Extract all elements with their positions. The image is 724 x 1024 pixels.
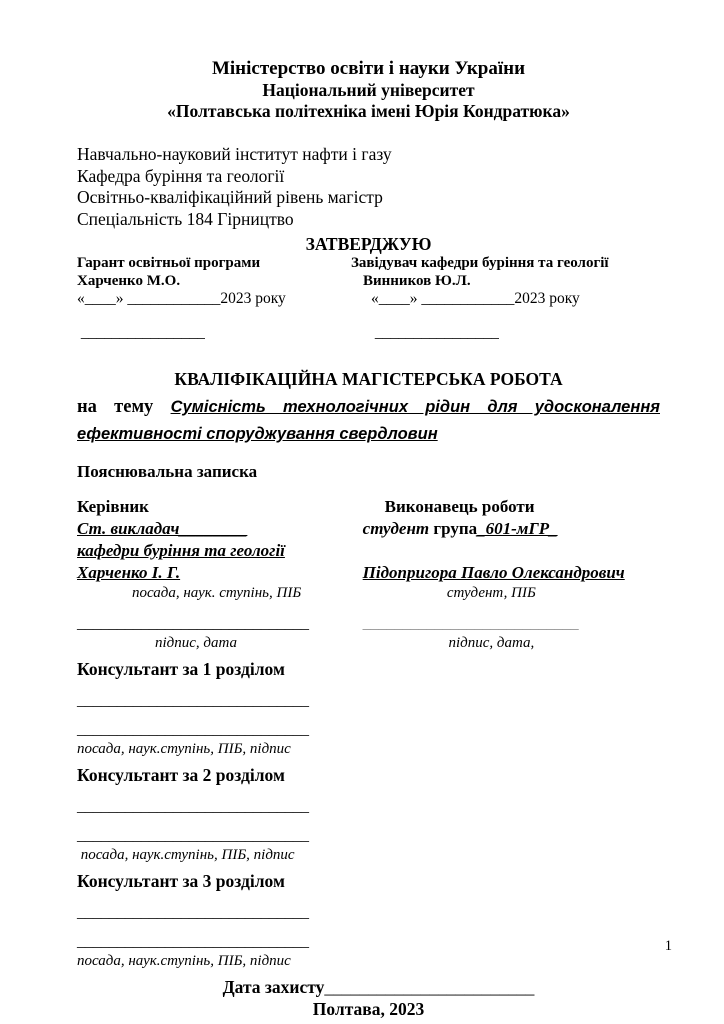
consultant-2-caption: посада, наук.ступінь, ПІБ, підпис — [77, 847, 295, 863]
consultant-1-line-1: _____________________________ — [77, 692, 309, 709]
institute-line: Навчально-науковий інститут нафти і газу — [77, 144, 392, 164]
consultant-3-block — [77, 870, 660, 970]
consultant-3-line-1: _____________________________ — [77, 904, 309, 921]
head-name: Винников Ю.Л. — [363, 273, 471, 289]
topic-label: на тему — [77, 397, 171, 417]
supervisor-heading: Керівник — [77, 497, 149, 516]
approval-right-column — [351, 254, 660, 342]
approval-left-column — [77, 254, 351, 342]
consultant-3-line-2: _____________________________ — [77, 933, 309, 950]
guarantor-name: Харченко М.О. — [77, 273, 181, 289]
university-name: «Полтавська політехніка імені Юрія Кондратюка» — [167, 101, 570, 121]
department-line: Кафедра буріння та геології — [77, 165, 285, 186]
consultant-2-line-2: _____________________________ — [77, 827, 309, 844]
executor-column — [363, 496, 660, 652]
executor-group-line — [363, 518, 660, 540]
executor-name: Підопригора Павло Олександрович — [362, 563, 625, 582]
explanatory-note-label: Пояснювальна записка — [77, 462, 258, 481]
supervisor-name: Харченко І. Г. — [77, 563, 181, 582]
supervisor-signature-caption: підпис, дата — [155, 635, 238, 651]
executor-group-value: _601-мГР_ — [477, 519, 558, 538]
info-block — [77, 144, 660, 230]
consultant-2-heading: Консультант за 2 розділом — [77, 765, 285, 785]
defense-date-line — [77, 976, 660, 998]
consultant-2-block — [77, 764, 660, 864]
supervisor-position-line2: кафедри буріння та геології — [77, 541, 285, 560]
city-year-line: Полтава, 2023 — [312, 999, 425, 1019]
head-date-blank: «____» ____________2023 року — [371, 290, 580, 307]
approve-heading: ЗАТВЕРДЖУЮ — [305, 234, 432, 254]
supervisor-column — [77, 496, 363, 652]
work-type-title: КВАЛІФІКАЦІЙНА МАГІСТЕРСЬКА РОБОТА — [174, 369, 563, 389]
approval-columns — [77, 254, 660, 342]
consultant-1-heading: Консультант за 1 розділом — [77, 659, 285, 679]
executor-student-caption: студент, ПІБ — [446, 585, 536, 601]
guarantor-signature-blank: ________________ — [77, 324, 205, 341]
university-title: Національний університет — [262, 80, 475, 100]
head-role: Завідувач кафедри буріння та геології — [351, 255, 609, 271]
spacer — [363, 540, 660, 562]
executor-heading: Виконавець роботи — [384, 497, 535, 516]
people-columns — [77, 496, 660, 652]
guarantor-role: Гарант освітньої програми — [77, 255, 261, 271]
supervisor-position-caption: посада, наук. ступінь, ПІБ — [132, 585, 302, 601]
supervisor-signature-blank: _____________________________ — [77, 615, 309, 632]
executor-signature-caption: підпис, дата, — [448, 635, 535, 651]
consultant-1-block — [77, 658, 660, 758]
consultant-2-line-1: _____________________________ — [77, 798, 309, 815]
topic-text: Сумісність технологічних рідин для удосконалення ефективності споруджування свердловин — [77, 398, 660, 443]
specialty-line: Спеціальність 184 Гірництво — [77, 208, 294, 229]
defense-date-label: Дата захисту — [222, 977, 325, 997]
executor-group-label: група — [433, 519, 478, 538]
consultant-1-caption: посада, наук.ступінь, ПІБ, підпис — [77, 741, 291, 757]
topic-paragraph — [77, 394, 660, 448]
defense-date-blank: ________________________ — [324, 977, 535, 997]
guarantor-date-blank: «____» ____________2023 року — [77, 290, 286, 307]
executor-signature-blank: ___________________________ — [362, 615, 579, 632]
executor-student-label: студент — [362, 519, 434, 538]
supervisor-position-line1: Ст. викладач________ — [77, 519, 248, 538]
page-number: 1 — [664, 938, 672, 954]
education-level-line: Освітньо-кваліфікаційний рівень магістр — [77, 187, 383, 207]
ministry-title: Міністерство освіти і науки України — [211, 58, 526, 79]
consultant-3-caption: посада, наук.ступінь, ПІБ, підпис — [77, 953, 291, 969]
head-signature-blank: ________________ — [371, 324, 499, 341]
consultant-1-line-2: _____________________________ — [77, 721, 309, 738]
consultant-3-heading: Консультант за 3 розділом — [77, 871, 285, 891]
